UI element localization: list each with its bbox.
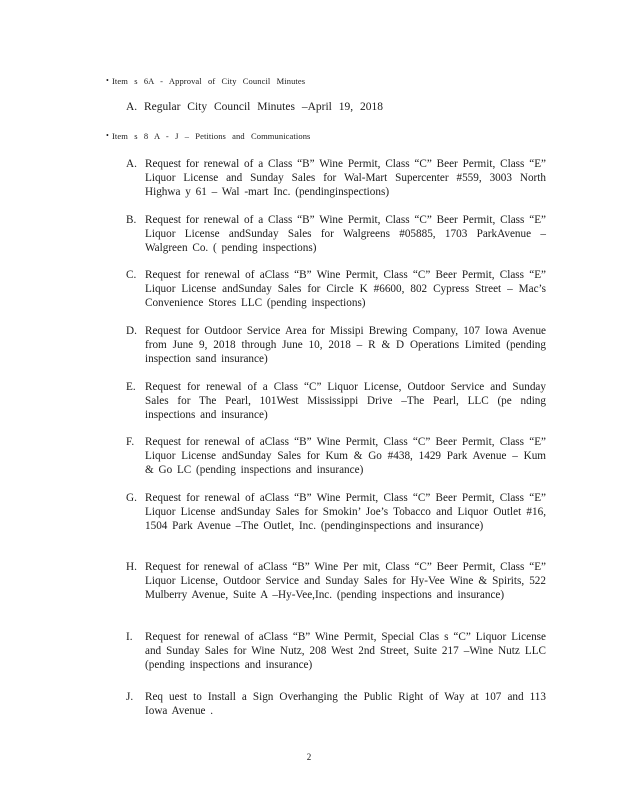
item-text: Request for renewal of aClass “B” Wine Per mit, Class “C” Beer Permit, Class “E” Liquor License, Outdoor Service and Sunday Sales for Hy-Vee Wine & Spirits, 522 Mulberry Avenue, Suite A –Hy-Vee,Inc. (pending inspections and insurance) xyxy=(145,561,546,601)
item-text: Regular City Council Minutes –April 19, 2018 xyxy=(144,101,383,113)
item-letter: C. xyxy=(126,269,137,281)
item-letter: H. xyxy=(126,561,137,573)
item-text: Request for renewal of a Class “C” Liquor License, Outdoor Service and Sunday Sales for The Pearl, 101West Mississippi Drive –The Pearl, LLC (pe nding inspections and insurance) xyxy=(145,381,546,421)
item-letter: D. xyxy=(126,325,137,337)
petition-item-g xyxy=(126,491,546,533)
item-text: Request for renewal of aClass “B” Wine Permit, Class “C” Beer Permit, Class “E” Liquor License andSunday Sales for Smokin’ Joe’s Tobacco and Liquor Outlet #16, 1504 Park Avenue –The Outlet, Inc. (pendinginspections and insurance) xyxy=(145,492,546,532)
petition-item-b xyxy=(126,213,546,255)
petition-item-c xyxy=(126,268,546,310)
item-letter: F. xyxy=(126,436,135,448)
petition-item-f xyxy=(126,435,546,477)
petition-item-i xyxy=(126,630,546,672)
item-text: Request for renewal of aClass “B” Wine Permit, Class “C” Beer Permit, Class “E” Liquor License andSunday Sales for Kum & Go #438, 1429 Park Avenue – Kum & Go LC (pending inspections and insurance) xyxy=(145,436,546,476)
petition-item-a xyxy=(126,157,546,199)
item-letter: I. xyxy=(126,631,133,643)
petition-item-h xyxy=(126,560,546,602)
item-text: Request for renewal of aClass “B” Wine Permit, Class “C” Beer Permit, Class “E” Liquor License andSunday Sales for Circle K #6600, 802 Cypress Street – Mac’s Convenience Stores LLC (pending inspections) xyxy=(145,269,546,309)
item-text: Request for renewal of a Class “B” Wine Permit, Class “C” Beer Permit, Class “E” Liquor License and Sunday Sales for Wal-Mart Supercenter #559, 3003 North Highwa y 61 – Wal -mart Inc. (pendinginspections) xyxy=(145,158,546,198)
section-6-heading-text: Item s 6A - Approval of City Council Minutes xyxy=(112,76,306,86)
petition-item-e xyxy=(126,380,546,422)
item-text: Request for renewal of aClass “B” Wine Permit, Special Clas s “C” Liquor License and Sunday Sales for Wine Nutz, 208 West 2nd Street, Suite 217 –Wine Nutz LLC (pending inspections and insurance) xyxy=(145,631,546,671)
bullet-icon: • xyxy=(106,131,109,140)
section-6-heading xyxy=(106,76,306,86)
section-8-heading xyxy=(106,131,311,141)
item-text: Req uest to Install a Sign Overhanging the Public Right of Way at 107 and 113 Iowa Avenue . xyxy=(145,691,546,717)
minutes-item-a xyxy=(126,101,383,113)
item-letter: E. xyxy=(126,381,136,393)
bullet-icon: • xyxy=(106,76,109,85)
item-text: Request for Outdoor Service Area for Missipi Brewing Company, 107 Iowa Avenue from June 9, 2018 through June 10, 2018 – R & D Operations Limited (pending inspection sand insurance) xyxy=(145,325,546,365)
item-letter: A. xyxy=(126,158,137,170)
petition-item-d xyxy=(126,324,546,366)
item-letter: G. xyxy=(126,492,137,504)
page-number: 2 xyxy=(306,752,312,762)
section-8-heading-text: Item s 8 A - J – Petitions and Communications xyxy=(112,131,311,141)
item-letter: J. xyxy=(126,691,134,703)
item-letter: A. xyxy=(126,101,138,113)
item-letter: B. xyxy=(126,214,137,226)
item-text: Request for renewal of a Class “B” Wine Permit, Class “C” Beer Permit, Class “E” Liquor License andSunday Sales for Walgreens #05885, 1703 ParkAvenue –Walgreen Co. ( pending inspections) xyxy=(145,214,546,254)
petition-item-j xyxy=(126,690,546,718)
